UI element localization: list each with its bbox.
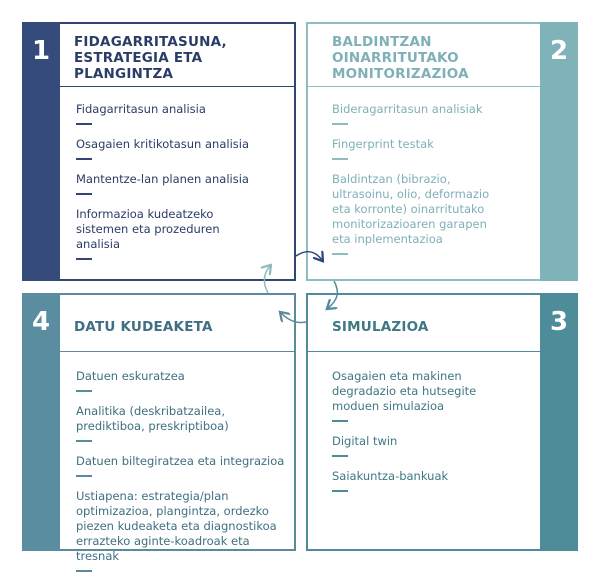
list-item-text: Datuen biltegiratzea eta integrazioa [76,454,285,468]
item-list [332,369,522,504]
item-dash [76,570,92,572]
list-item-text: Baldintzan (bibrazio, ultrasoinu, olio, deformazio eta korronte) oinarritutako monitorizazioaren garapen eta inplementazioa [332,172,490,246]
panel-reliability-strategy [22,22,296,281]
list-item [332,172,522,255]
list-item [332,102,522,125]
panel-title-text: DATU KUDEAKETA [74,319,213,335]
panel-number-strip [540,293,578,551]
list-item [76,137,286,160]
panel-number: 4 [31,307,51,337]
item-dash [332,158,348,160]
list-item [332,369,522,422]
list-item-text: Datuen eskuratzea [76,369,185,383]
item-dash [332,420,348,422]
panel-number-strip [22,22,60,281]
panel-number: 3 [549,307,569,337]
panel-number-strip [22,293,60,551]
list-item-text: Fingerprint testak [332,137,434,151]
title-divider [60,351,294,352]
panel-title-text: SIMULAZIOA [332,319,429,335]
title-divider [308,351,540,352]
panel-title-text: BALDINTZAN OINARRITUTAKO MONITORIZAZIOA [332,34,469,82]
item-list [76,369,291,584]
panel-title [332,319,429,335]
item-dash [76,258,92,260]
list-item-text: Fidagarritasun analisia [76,102,206,116]
list-item [76,207,286,260]
list-item [76,369,291,392]
title-divider [60,86,294,87]
list-item [76,454,291,477]
panel-number-strip [540,22,578,281]
list-item [332,137,522,160]
list-item-text: Osagaien eta makinen degradazio eta hutsegite moduen simulazioa [332,369,477,413]
list-item [332,434,522,457]
item-list [76,102,286,272]
list-item [76,102,286,125]
panel-condition-monitoring [306,22,578,281]
panel-simulation [306,293,578,551]
panel-number: 2 [549,36,569,66]
list-item-text: Analitika (deskribatzailea, prediktiboa, preskriptiboa) [76,404,229,433]
list-item-text: Bideragarritasun analisiak [332,102,483,116]
list-item-text: Digital twin [332,434,398,448]
item-dash [76,158,92,160]
item-dash [76,475,92,477]
item-dash [76,440,92,442]
list-item [76,489,291,572]
item-dash [332,455,348,457]
item-dash [76,390,92,392]
item-dash [332,123,348,125]
title-divider [308,86,540,87]
panel-number: 1 [31,36,51,66]
list-item-text: Informazioa kudeatzeko sistemen eta prozeduren analisia [76,207,220,251]
item-dash [76,193,92,195]
list-item [332,469,522,492]
item-dash [332,253,348,255]
item-dash [332,490,348,492]
list-item-text: Osagaien kritikotasun analisia [76,137,250,151]
panel-title [74,319,213,335]
panel-title [332,34,469,82]
list-item-text: Saiakuntza-bankuak [332,469,449,483]
list-item [76,404,291,442]
panel-data-management [22,293,296,563]
list-item [76,172,286,195]
panel-title [74,34,227,82]
panel-title-text: FIDAGARRITASUNA, ESTRATEGIA ETA PLANGINTZA [74,34,227,82]
item-dash [76,123,92,125]
list-item-text: Ustiapena: estrategia/plan optimizazioa, plangintza, ordezko piezen kudeaketa eta diagnostikoa errazteko aginte-koadroak eta tresnak [76,489,277,563]
list-item-text: Mantentze-lan planen analisia [76,172,249,186]
item-list [332,102,522,267]
